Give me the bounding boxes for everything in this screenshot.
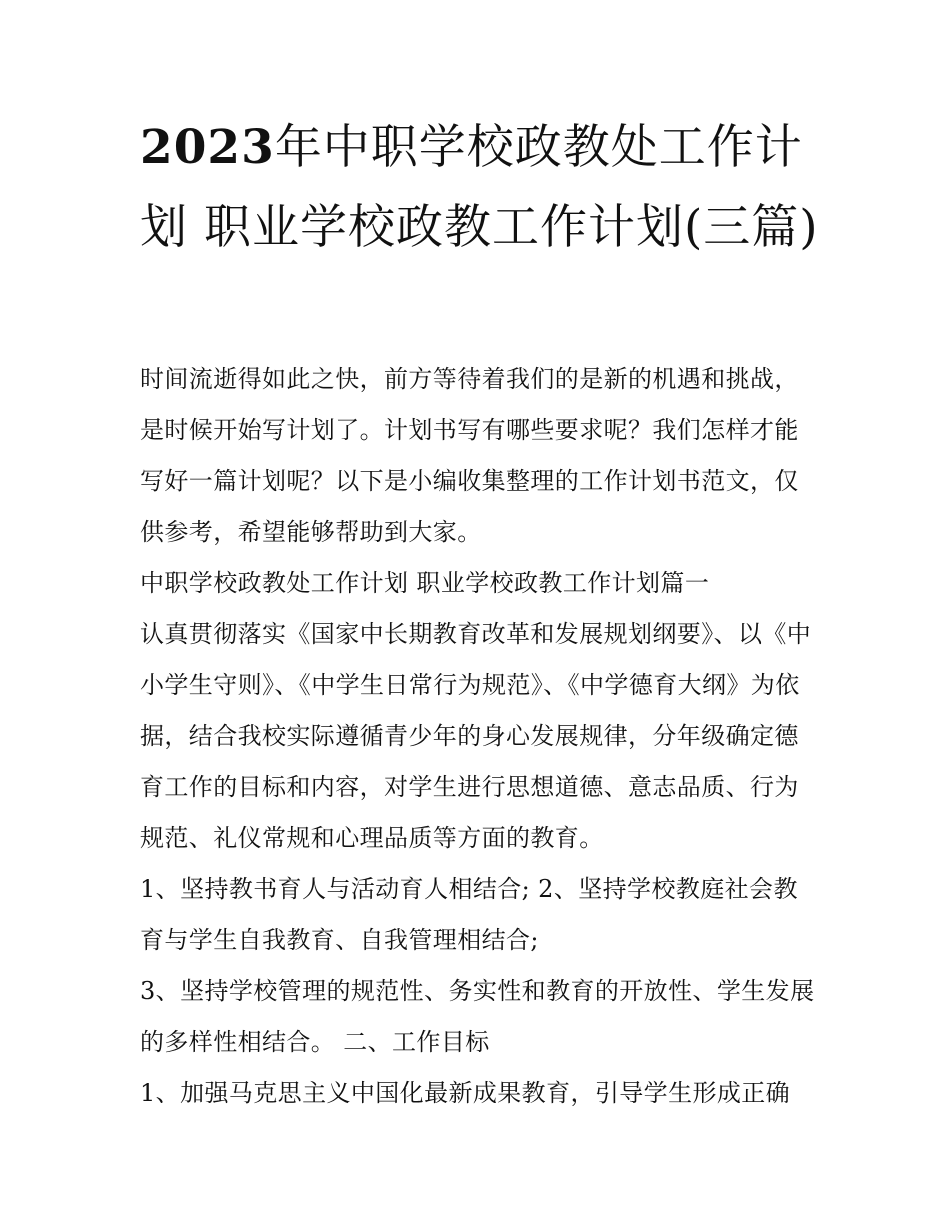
intro-paragraph: 时间流逝得如此之快，前方等待着我们的是新的机遇和挑战，是时候开始写计划了。计划书写有哪些要求呢？我们怎样才能写好一篇计划呢？以下是小编收集整理的工作计划书范文，仅供参考，希望能够帮助到大家。 xyxy=(140,365,799,546)
principle-paragraph-3: 3、坚持学校管理的规范性、务实性和教育的开放性、学生发展的多样性相结合。 二、工作目标 xyxy=(140,977,815,1056)
guideline-paragraph: 认真贯彻落实《国家中长期教育改革和发展规划纲要》、以《中小学生守则》、《中学生日常行为规范》、《中学德育大纲》为依据，结合我校实际遵循青少年的身心发展规律，分年级确定德育工作的目标和内容，对学生进行思想道德、意志品质、行为规范、礼仪常规和心理品质等方面的教育。 xyxy=(140,620,812,852)
section-heading: 中职学校政教处工作计划 职业学校政教工作计划篇一 xyxy=(140,569,710,597)
goal-paragraph-1: 1、加强马克思主义中国化最新成果教育，引导学生形成正确 xyxy=(140,1079,791,1107)
document-body xyxy=(140,354,820,1119)
document-title xyxy=(140,108,820,268)
title-year: 2023 xyxy=(140,120,275,175)
principle-paragraph-1: 1、坚持教书育人与活动育人相结合; 2、坚持学校教庭社会教育与学生自我教育、自我管理相结合; xyxy=(140,875,798,954)
title-text: 年中职学校政教处工作计划 职业学校政教工作计划(三篇) xyxy=(140,120,819,255)
